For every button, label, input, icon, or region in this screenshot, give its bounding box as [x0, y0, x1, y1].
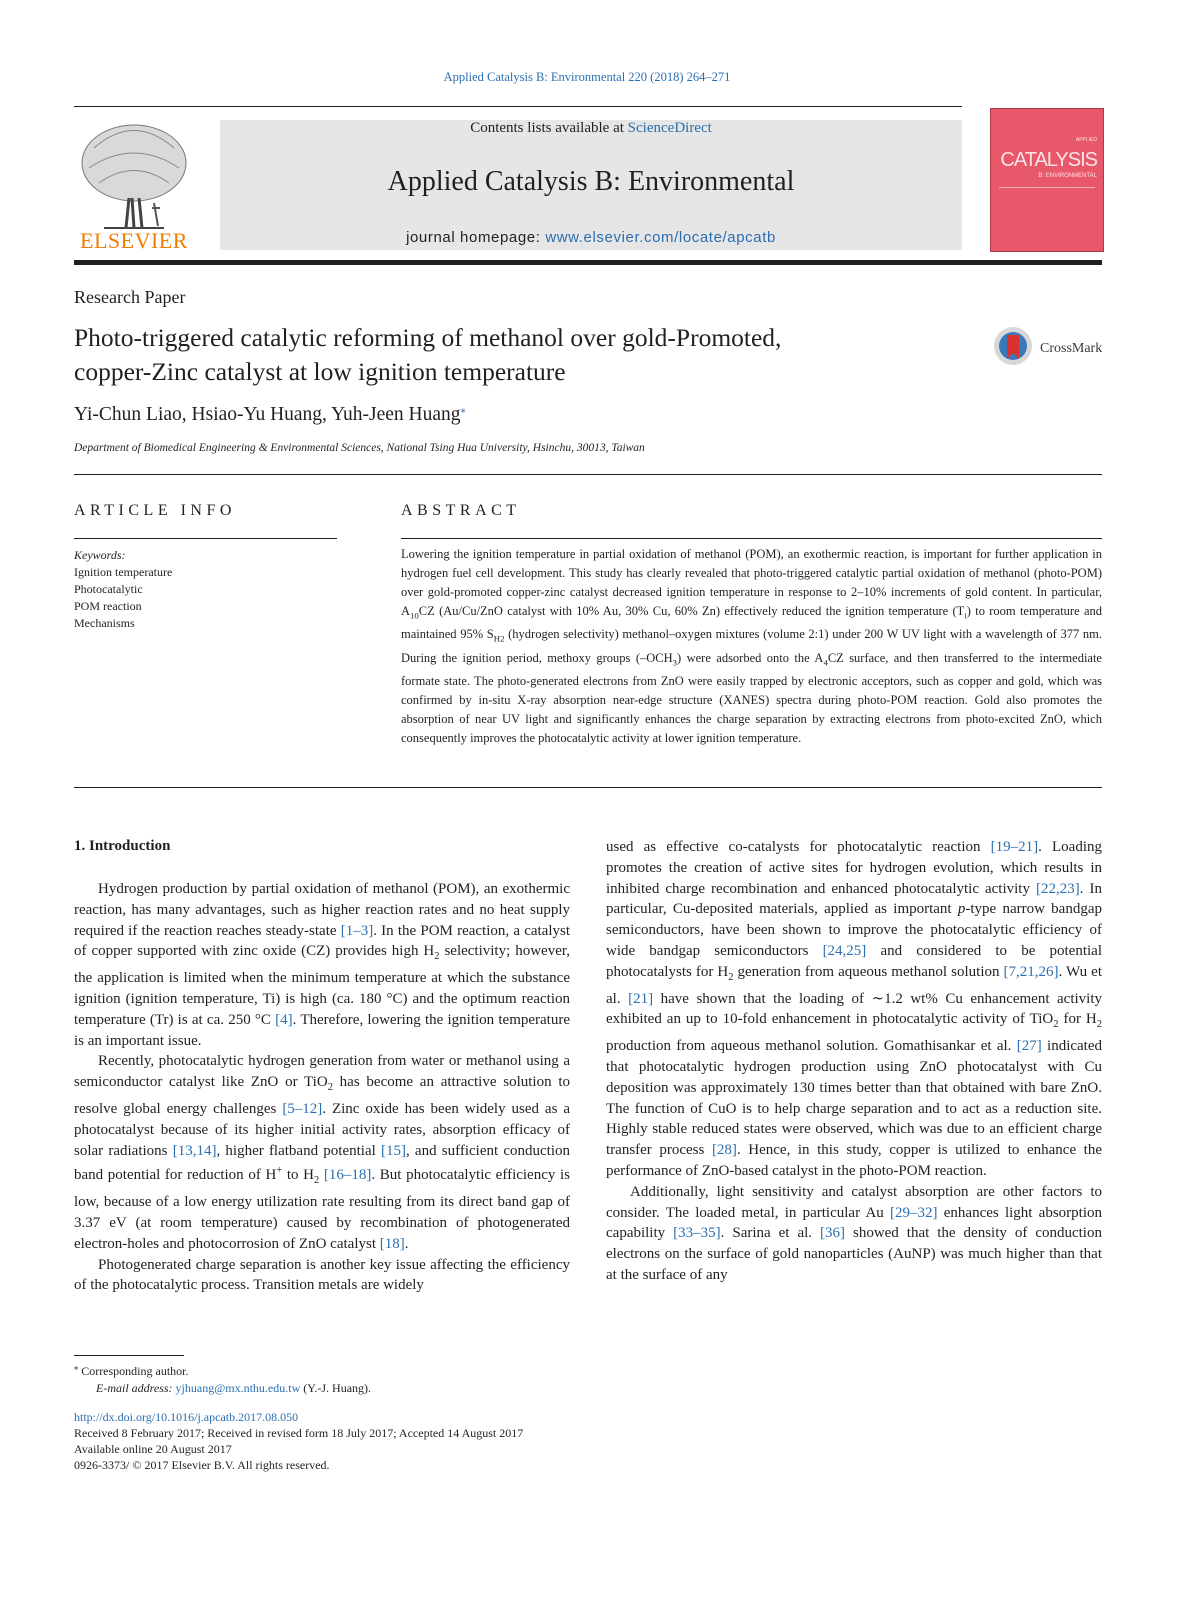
intro-paragraph: Additionally, light sensitivity and catalyst absorption are other factors to consider. The loaded metal, in particular Au [29–32] enhances light absorption capability [33–35]. Sarina et al. [36] showed that the density of conduction electrons on the surface of gold nanoparticles (AuNP) was much higher than that at the surface of any — [606, 1183, 1102, 1283]
doi-link[interactable]: http://dx.doi.org/10.1016/j.apcatb.2017.08.050 — [74, 1410, 299, 1424]
corresponding-author-note: ⁎ Corresponding author. — [74, 1363, 189, 1378]
title-line-2: copper-Zinc catalyst at low ignition temperature — [74, 357, 566, 386]
abstract-divider — [401, 538, 1102, 539]
cover-title-text: CATALYSIS — [1000, 149, 1097, 171]
affiliation-divider — [74, 474, 1102, 475]
crossmark-icon[interactable] — [993, 326, 1033, 366]
citation-link[interactable]: [29–32] — [890, 1204, 938, 1221]
contents-line — [220, 120, 962, 137]
homepage-prefix: journal homepage: — [406, 229, 541, 246]
citation-link[interactable]: [16–18] — [323, 1167, 372, 1184]
intro-paragraph: Recently, photocatalytic hydrogen generation from water or methanol using a semiconductor catalyst like ZnO or TiO$_2$ has become an attractive solution to resolve global energy challenges [5–12]. Zinc oxide has been widely used as a photocatalyst because of its higher initial activity rates, absorption efficacy of solar radiations [13,14], higher flatband potential [15], and sufficient conduction band potential for reduction of H+ to $H_2$ [16–18]. But photocatalytic efficiency is low, because of a low energy utilization rate resulting from its direct band gap of 3.37 eV (at room temperature) caused by recombination of photogenerated electron-holes and photocorrosion of ZnO catalyst [18]. — [74, 1053, 571, 1252]
author-names: Yi-Chun Liao, Hsiao-Yu Huang, Yuh-Jeen Huang — [74, 404, 461, 425]
citation-link[interactable]: [28] — [711, 1142, 737, 1159]
publication-info — [74, 1409, 523, 1473]
article-info-heading: ARTICLE INFO — [74, 502, 236, 519]
intro-paragraph: Photogenerated charge separation is another key issue affecting the efficiency of the photocatalytic process. Transition metals are widely — [74, 1256, 570, 1294]
received-dates: Received 8 February 2017; Received in revised form 18 July 2017; Accepted 14 August 2017 — [74, 1426, 524, 1440]
journal-reference-link[interactable]: Applied Catalysis B: Environmental 220 (2018) 264–271 — [443, 70, 731, 84]
citation-link[interactable]: [21] — [628, 990, 654, 1007]
contents-prefix: Contents lists available at — [470, 120, 624, 136]
homepage-link[interactable]: www.elsevier.com/locate/apcatb — [545, 229, 776, 246]
paper-type: Research Paper — [74, 287, 186, 307]
abstract-text: Lowering the ignition temperature in partial oxidation of methanol (POM), an exothermic reaction, is important for further application in hydrogen fuel cell development. This study has clearly revealed that photo-triggered catalytic partial oxidation of methanol (photo-POM) over gold-promoted copper-zinc catalyst decreased ignition temperature in response to 2–10% increments of gold content. In particular, $A_{10}CZ$ (Au/Cu/ZnO catalyst with 10% Au, 30% Cu, 60% Zn) effectively reduced the ignition temperature $(T_i)$ to room temperature and maintained 95% $S_{H2}$ (hydrogen selectivity) methanol–oxygen mixtures (volume 2:1) under 200 W UV light with a wavelength of 377 nm. During the ignition period, methoxy groups $(-OCH_3)$ were adsorbed onto the $A_4CZ$ surface, and then transferred to the intermediate formate state. The photo-generated electrons from ZnO were easily trapped by electronic acceptors, such as copper and gold, which was confirmed by in-situ X-ray absorption near-edge structure (XANES) spectra during photo-POM reaction. Gold also promotes the absorption of near UV light and significantly enhances the charge separation by extracting electrons from photo-excited ZnO, which consequently improves the photocatalytic activity at lower ignition temperature. — [401, 547, 1102, 745]
copyright-line: 0926-3373/ © 2017 Elsevier B.V. All rights reserved. — [74, 1458, 330, 1472]
citation-link[interactable]: [36] — [820, 1225, 845, 1242]
citation-link[interactable]: [22,23] — [1036, 880, 1080, 897]
citation-link[interactable]: [1–3] — [340, 922, 374, 939]
email-link[interactable]: yjhuang@mx.nthu.edu.tw — [175, 1381, 301, 1395]
sciencedirect-link[interactable]: ScienceDirect — [627, 120, 712, 136]
body-column-left — [74, 879, 570, 1296]
citation-link[interactable]: [27] — [1016, 1038, 1042, 1055]
citation-link[interactable]: [7,21,26] — [1003, 963, 1059, 980]
affiliation: Department of Biomedical Engineering & Environmental Sciences, National Tsing Hua University, Hsinchu, 30013, Taiwan — [74, 442, 645, 454]
citation-link[interactable]: [33–35] — [673, 1225, 721, 1242]
journal-cover-thumbnail[interactable] — [990, 108, 1104, 252]
keyword-item: Ignition temperature — [74, 565, 173, 579]
cover-subtitle-text: B: ENVIRONMENTAL — [1038, 173, 1097, 179]
citation-link[interactable]: [18] — [379, 1235, 405, 1252]
abstract-heading: ABSTRACT — [401, 502, 521, 519]
citation-link[interactable]: [5–12] — [282, 1100, 323, 1117]
intro-paragraph: Hydrogen production by partial oxidation of methanol (POM), an exothermic reaction, has many advantages, such as higher reaction rates and no heat supply required if the reaction reaches steady-state [1–3]. In the POM reaction, a catalyst of copper supported with zinc oxide (CZ) provides high $H_2$ selectivity; however, the application is limited when the minimum temperature at which the substance ignition (ignition temperature, Ti) is high (ca. 180 °C) and the optimum reaction temperature (Tr) is at ca. 250 °C [4]. Therefore, lowering the ignition temperature is an important issue. — [74, 881, 571, 1049]
available-online: Available online 20 August 2017 — [74, 1442, 232, 1456]
keyword-item: Photocatalytic — [74, 582, 143, 596]
citation-link[interactable]: [19–21] — [990, 839, 1039, 855]
keyword-item: Mechanisms — [74, 616, 135, 630]
footnote-divider — [74, 1355, 184, 1356]
keywords-label: Keywords: — [74, 548, 126, 562]
intro-paragraph: used as effective co-catalysts for photocatalytic reaction [19–21]. Loading promotes the creation of active sites for hydrogen evolution, which results in inhibited charge recombination and enhanced photocatalytic activity [22,23]. In particular, Cu-deposited materials, applied as important p-type narrow bandgap semiconductors, have been shown to improve the photocatalytic efficiency of wide bandgap semiconductors [24,25] and considered to be potential photocatalysts for $H_2$ generation from aqueous methanol solution [7,21,26]. Wu et al. [21] have shown that the loading of ∼1.2 wt% Cu enhancement activity exhibited an up to 10-fold enhancement in photocatalytic activity of TiO$_2$ for $H_2$ production from aqueous methanol solution. Gomathisankar et al. [27] indicated that photocatalytic hydrogen production using ZnO photocatalyst with Cu deposition was approximately 130 times better than that obtained with bare ZnO. The function of CuO is to help charge separation and to act as a reduction site. Highly stable reduced states were observed, which was due to an efficient charge transfer process [28]. Hence, in this study, copper is utilized to enhance the performance of ZnO-based catalyst in the photo-POM reaction. — [606, 839, 1103, 1179]
crossmark-label[interactable]: CrossMark — [1040, 341, 1103, 356]
section-heading-introduction: 1. Introduction — [74, 838, 171, 854]
cover-small-text: APPLIED — [1075, 137, 1097, 143]
keywords-block — [74, 547, 172, 632]
citation-link[interactable]: [13,14] — [172, 1142, 217, 1159]
cover-decoration — [999, 187, 1095, 240]
elsevier-wordmark: ELSEVIER — [80, 228, 188, 253]
corresponding-author-mark[interactable]: ⁎ — [460, 404, 466, 416]
citation-link[interactable]: [24,25] — [822, 942, 867, 959]
abstract-bottom-divider — [74, 787, 1102, 788]
citation-link[interactable]: [4] — [275, 1011, 293, 1028]
article-info-divider — [74, 538, 337, 539]
footnote — [74, 1359, 371, 1397]
citation-link[interactable]: [15] — [380, 1142, 406, 1159]
email-note: E-mail address: yjhuang@mx.nthu.edu.tw (Y.-J. Huang). — [96, 1381, 372, 1395]
homepage-line — [220, 229, 962, 246]
authors-line — [74, 404, 466, 426]
paper-title — [74, 321, 954, 389]
keyword-item: POM reaction — [74, 599, 142, 613]
journal-title: Applied Catalysis B: Environmental — [387, 166, 795, 197]
header-thick-divider — [74, 260, 1102, 265]
body-column-right — [606, 837, 1102, 1286]
title-line-1: Photo-triggered catalytic reforming of methanol over gold-Promoted, — [74, 323, 782, 352]
top-divider — [74, 106, 962, 107]
